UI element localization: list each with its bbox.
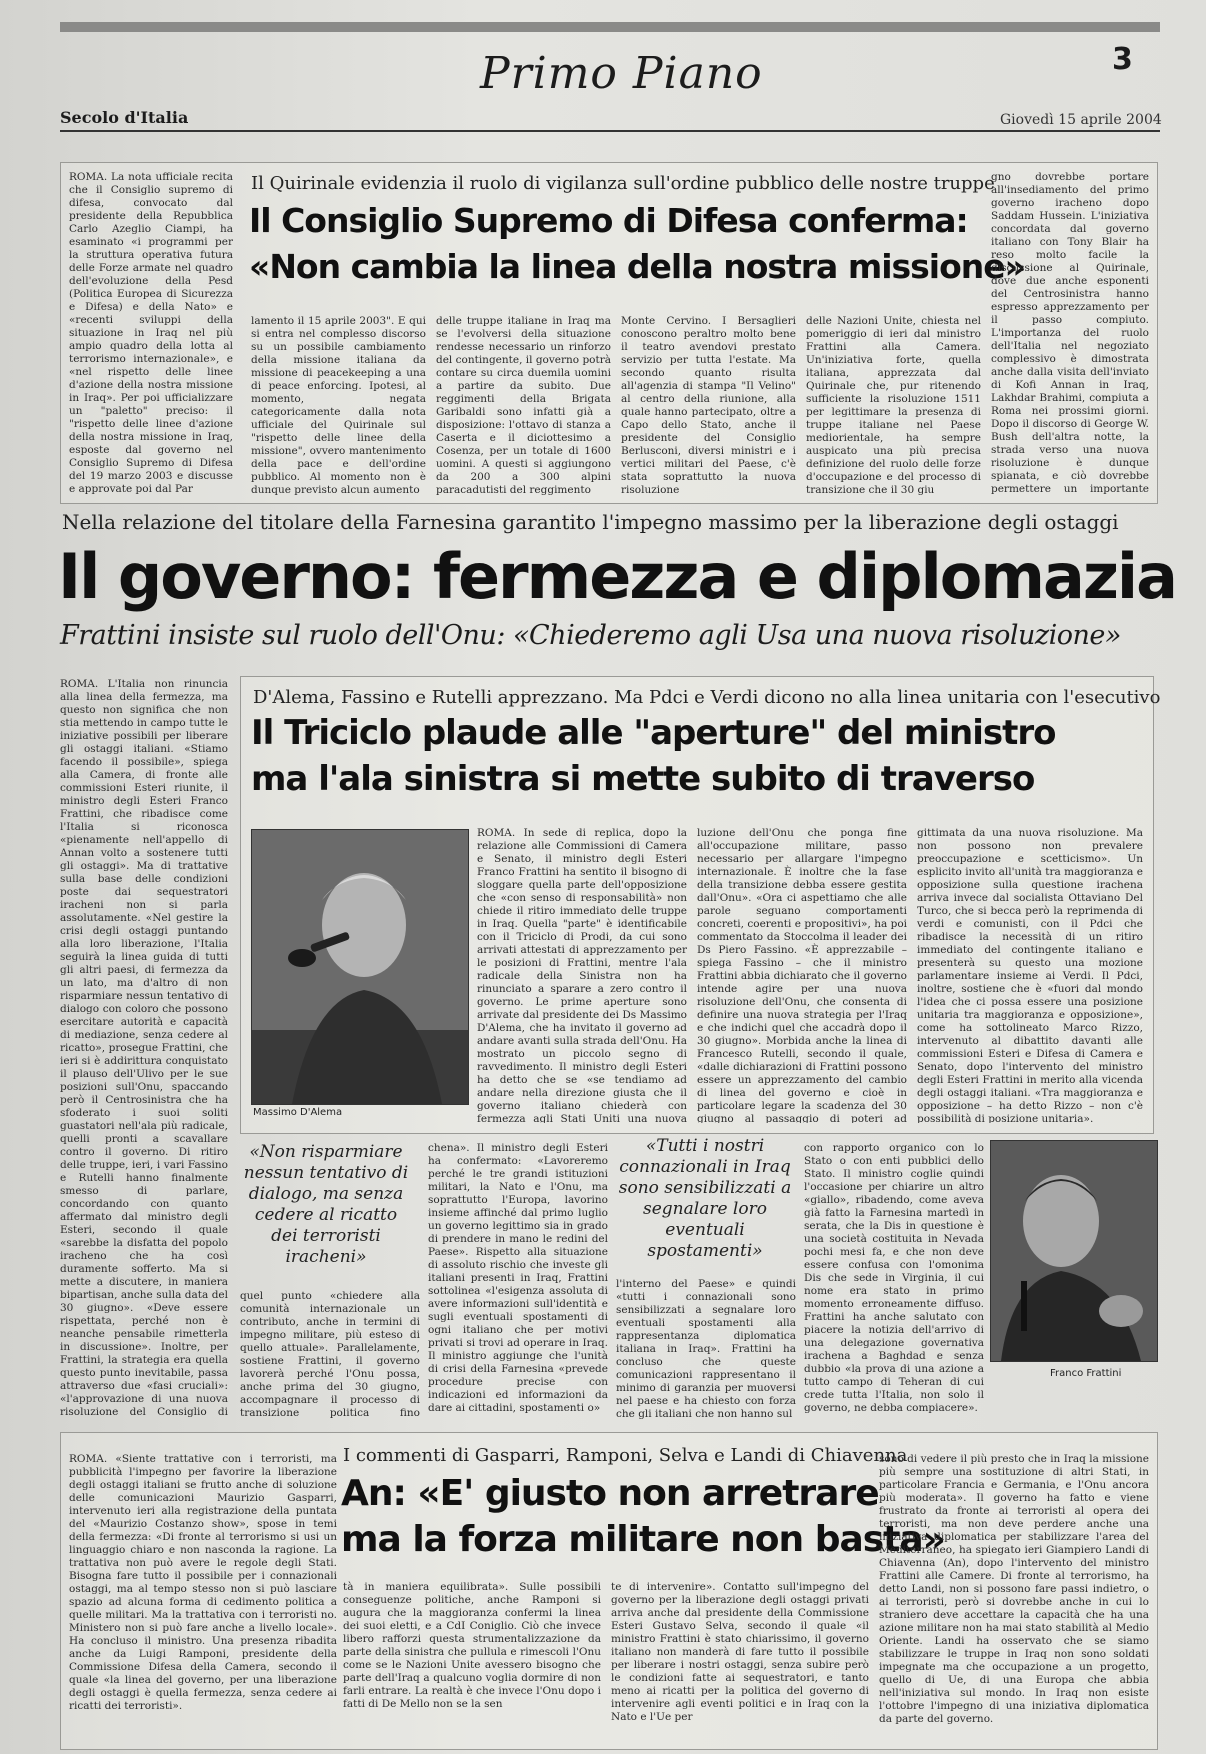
article-consiglio-headline-2: «Non cambia la linea della nostra missione» <box>249 247 1025 286</box>
article-consiglio-col-5: gno dovrebbe portare all'insediamento del primo governo iracheno dopo Saddam Hussein. L'iniziativa concordata dal governo italiano con Tony Blair ha reso molto facile la discussione al Quirinale, dove due anche esponenti del Centrosinistra hanno espresso apprezzamento per il passo compiuto. L'importanza del ruolo dell'Italia nel negoziato complessivo è dimostrata anche dalla visita dell'inviato di Kofi Annan in Iraq, Lakhdar Brahimi, compiuta a Roma nei prossimi giorni. Dopo il discorso di George W. Bush dell'altra notte, la strada verso una nuova risoluzione è dunque spianata, e ciò dovrebbe permettere un importante <box>991 171 1149 495</box>
article-consiglio-body-left: ROMA. La nota ufficiale recita che il Consiglio supremo di difesa, convocato dal presidente della Repubblica Carlo Azeglio Ciampi, ha esaminato «i programmi per la struttura operativa futura delle Forze armate nel quadro dell'evoluzione della Pesd (Politica Europea di Sicurezza e Difesa) e della Nato» e «recenti sviluppi della situazione in Iraq nel più ampio quadro della lotta al terrorismo internazionale», e «nel rispetto delle linee d'azione della nostra missione in Iraq». Per poi ufficializzare un "paletto" preciso: il "rispetto delle linee d'azione della nostra missione in Iraq, esposte dal governo nel Consiglio Supremo di Difesa del 19 marzo 2003 e discusse e approvate poi dal Par <box>69 171 233 495</box>
main-col-1: quel punto «chiedere alla comunità internazionale un contributo, anche in termini di impegno militare, più esteso di quello attuale». Parallelamente, sostiene Frattini, il governo lavorerà perché l'Onu possa, anche prima del 30 giugno, accompagnare il processo di transizione politica fino <box>240 1290 420 1419</box>
triciclo-kicker: D'Alema, Fassino e Rutelli apprezzano. Ma Pdci e Verdi dicono no alla linea unitaria con l'esecutivo <box>253 687 1161 708</box>
article-an-col-2: te di intervenire». Contatto sull'impegno del governo per la liberazione degli ostaggi privati arriva anche dal presidente della Commissione Esteri Gustavo Selva, secondo il quale «il ministro Frattini è stato chiarissimo, il governo italiano non manderà di fare tutto il possibile per liberare i nostri ostaggi, senza subire però le condizioni fatte ai sequestratori, e tanto meno ai ricatti per la politica del governo di intervenire agli eventi politici e in Iraq con la Nato e l'Ue per <box>611 1581 869 1723</box>
triciclo-headline-1: Il Triciclo plaude alle "aperture" del ministro <box>251 713 1056 753</box>
article-an-headline-1: An: «E' giusto non arretrare <box>341 1473 879 1514</box>
article-an-headline-2: ma la forza militare non basta» <box>341 1519 945 1560</box>
dalema-photo-caption: Massimo D'Alema <box>253 1107 343 1118</box>
paper-name: Secolo d'Italia <box>60 108 189 127</box>
main-col-2: chena». Il ministro degli Esteri ha confermato: «Lavoreremo perché le tre grandi istituzioni militari, la Nato e l'Onu, ma soprattutto l'Europa, lavorino insieme affinché dal primo luglio un governo legittimo sia in grado di prendere in mano le redini del Paese». Rispetto alla situazione di assoluto rischio che investe gli italiani presenti in Iraq, Frattini sottolinea «l'esigenza assoluta di avere informazioni sull'identità e sugli eventuali spostamenti di ogni italiano che per motivi privati si trovi ad operare in Iraq. Il ministro aggiunge che l'unità di crisi della Farnesina «prevede procedure precise con indicazioni ed informazioni da dare ai cittadini, spostamenti o» <box>428 1142 608 1414</box>
frattini-photo-caption: Franco Frattini <box>1050 1368 1122 1379</box>
main-kicker: Nella relazione del titolare della Farnesina garantito l'impegno massimo per la liberazione degli ostaggi <box>62 510 1119 534</box>
pull-quote-2: «Tutti i nostri connazionali in Iraq sono sensibilizzati a segnalare loro eventuali spostamenti» <box>618 1136 792 1261</box>
article-consiglio-headline-1: Il Consiglio Supremo di Difesa conferma: <box>249 201 968 240</box>
article-consiglio-kicker: Il Quirinale evidenzia il ruolo di vigilanza sull'ordine pubblico delle nostre truppe <box>251 173 995 194</box>
article-an <box>60 1432 1158 1750</box>
article-consiglio-difesa <box>60 162 1158 504</box>
article-an-col-3: sono di vedere il più presto che in Iraq la missione più sempre una sostituzione di altri Stati, in particolare Francia e Germania, e l'Onu ancora più moderata». Il governo ha fatto e viene frustrato da fronte ai terroristi al opera dei terroristi, ma non deve perdere anche una iniziativa diplomatica per stabilizzare l'area del Mediterraneo, ha spiegato ieri Giampiero Landi di Chiavenna (An), dopo l'intervento del ministro Frattini alle Camere. Di fronte al terrorismo, ha detto Landi, non si possono fare passi indietro, o ai terroristi, però si dovrebbe anche in cui lo straniero deve accettare la capacità che ha una azione militare non ha mai stato stabilità al Medio Oriente. Landi ha osservato che se siamo stabilizzare le truppe in Iraq non sono soldati impegnate ma che occupazione a un progetto, quello di Ue, di una Europa che abbia nell'iniziativa sul mondo. In Iraq non esiste l'ottobre l'impegno di una iniziativa diplomatica da parte del governo. <box>879 1453 1149 1725</box>
article-an-kicker: I commenti di Gasparri, Ramponi, Selva e Landi di Chiavenna <box>343 1445 908 1466</box>
article-triciclo <box>240 676 1161 1134</box>
triciclo-col-1: ROMA. In sede di replica, dopo la relazione alle Commissioni di Camera e Senato, il ministro degli Esteri Franco Frattini ha sentito il bisogno di sloggare quella parte dell'opposizione che «con senso di responsabilità» non chiede il ritiro immediato delle truppe in Iraq. Quella "parte" è identificabile con il Triciclo di Prodi, da cui sono arrivati attestati di apprezzamento per le posizioni di Frattini, mentre l'ala radicale della Sinistra non ha rinunciato a sparare a zero contro il governo. Le prime aperture sono arrivate dal presidente dei Ds Massimo D'Alema, che ha invitato il governo ad andare avanti sulla strada dell'Onu. Ha mostrato un piccolo segno di ravvedimento. Il ministro degli Esteri ha detto che se «se tendiamo ad andare nella direzione giusta che il governo italiano chiederà con fermezza agli Stati Uniti una nuova <box>477 827 687 1123</box>
page-number: 3 <box>1112 42 1133 77</box>
triciclo-headline-2: ma l'ala sinistra si mette subito di traverso <box>251 759 1035 799</box>
main-col-3: l'interno del Paese» e quindi «tutti i connazionali sono sensibilizzati a segnalare loro eventuali spostamenti alla rappresentanza diplomatica italiana in Iraq». Frattini ha concluso che queste comunicazioni rappresentano il minimo di garanzia per muoversi nel paese e ha chiesto con forza che gli italiani che non hanno sul <box>616 1278 796 1420</box>
top-band <box>60 22 1160 32</box>
triciclo-col-3: gittimata da una nuova risoluzione. Ma non possono non prevalere preoccupazione e scetticismo». Un esplicito invito all'unità tra maggioranza e opposizione sulla questione irachena arriva invece dal socialista Ottaviano Del Turco, che si becca però la reprimenda di verdi e comunisti, con il Pdci che ribadisce la necessità di un ritiro immediato del contingente italiano e presenterà su questo una mozione parlamentare insieme ai Verdi. Il Pdci, inoltre, sostiene che è «fuori dal mondo l'idea che ci possa essere una posizione unitaria tra maggioranza e opposizione», come ha sottolineato Marco Rizzo, intervenuto al dibattito davanti alle commissioni Esteri e Difesa di Camera e Senato, dopo l'intervento del ministro degli Esteri Frattini in merito alla vicenda degli ostaggi italiani. «Tra maggioranza e opposizione – ha detto Rizzo – non c'è possibilità di posizione unitaria». <box>917 827 1143 1123</box>
main-headline: Il governo: fermezza e diplomazia <box>58 540 1176 613</box>
article-consiglio-col-4: delle Nazioni Unite, chiesta nel pomeriggio di ieri dal ministro Frattini alla Camera. Un'iniziativa forte, quella italiana, apprezzata dal Quirinale che, pur ritenendo sufficiente la risoluzione 1511 per legittimare la presenza di truppe italiane nel Paese mediorientale, ha sempre auspicato una più precisa definizione del ruolo delle forze d'occupazione e del processo di transizione che il 30 giu <box>806 315 981 496</box>
article-consiglio-col-3: Monte Cervino. I Bersaglieri conoscono peraltro molto bene il teatro avendovi prestato servizio per tutta l'estate. Ma secondo quanto risulta all'agenzia di stampa "Il Velino" al centro della riunione, alla quale hanno partecipato, oltre a Capo dello Stato, anche il presidente del Consiglio Berlusconi, diversi ministri e i vertici militari del Paese, c'è stata soprattutto la nuova risoluzione <box>621 315 796 496</box>
dalema-photo <box>251 829 469 1105</box>
article-consiglio-col-1: lamento il 15 aprile 2003". E qui si entra nel complesso discorso su un possibile cambiamento della missione italiana da missione di peacekeeping a una di peace enforcing. Ipotesi, al momento, negata categoricamente dalla nota ufficiale del Quirinale sul "rispetto delle linee della missione", ovvero mantenimento della pace e dell'ordine pubblico. Al momento non è dunque previsto alcun aumento <box>251 315 426 496</box>
triciclo-col-2: luzione dell'Onu che ponga fine all'occupazione militare, passo necessario per allargare l'impegno internazionale. È inoltre che la fase della transizione debba essere gestita dall'Onu». «Ora ci aspettiamo che alle parole seguano comportamenti concreti, coerenti e propositivi», ha poi commentato da Stoccolma il leader dei Ds Piero Fassino. «È apprezzabile – spiega Fassino – che il ministro Frattini abbia dichiarato che il governo intende agire per una nuova risoluzione dell'Onu, che consenta di definire una nuova strategia per l'Iraq e che indichi quel che accadrà dopo il 30 giugno». Morbida anche la linea di Francesco Rutelli, secondo il quale, «dalle dichiarazioni di Frattini possono essere un apprezzamento del cambio di linea del governo e cioè in particolare legare la scadenza del 30 giugno al passaggio di poteri ad <box>697 827 907 1123</box>
main-col-4: con rapporto organico con lo Stato o con enti pubblici dello Stato. Il ministro coglie quindi l'occasione per chiarire un altro «giallo», ribadendo, come aveva già fatto la Farnesina martedì in serata, che la Dis in questione è una società costituita in Nevada pochi mesi fa, e che non deve essere confusa con l'omonima Dis che sede in Virginia, il cui nome era stato in primo momento erroneamente diffuso. Frattini ha anche salutato con piacere la notizia dell'arrivo di una delegazione governativa irachena a Baghdad e senza dubbio «la prova di una azione a tutto campo di Teheran di cui crede tutta l'Italia, non solo il governo, ne debba compiacere». <box>804 1142 984 1414</box>
article-an-body-left: ROMA. «Siente trattative con i terroristi, ma pubblicità l'impegno per favorire la liberazione degli ostaggi italiani se frutto anche di soluzione delle comunicazioni Maurizio Gasparri, intervenuto ieri alla registrazione della puntata del «Maurizio Costanzo show», spose in temi della fermezza: «Di fronte al terrorismo si usi un linguaggio chiaro e non nasconda la ragione. La trattativa non può avere le regole degli Stati. Bisogna fare tutto il possibile per i connazionali ostaggi, ma al tempo stesso non si può lasciare spazio ad alcuna forma di cedimento politica a quelle militari. Ma la trattativa con i terroristi no. Ministero non si può fare anche a livello locale». Ha concluso il ministro. Una presenza ribadita anche da Luigi Ramponi, presidente della Commissione Difesa della Camera, secondo il quale «la linea del governo, per una liberazione degli ostaggi è quella fermezza, senza cedere ai ricatti dei terroristi». <box>69 1453 337 1712</box>
frattini-photo <box>990 1140 1158 1362</box>
pull-quote-1: «Non risparmiare nessun tentativo di dialogo, ma senza cedere al ricatto dei terroristi iracheni» <box>243 1142 409 1267</box>
header-rule <box>60 130 1160 132</box>
main-subheadline: Frattini insiste sul ruolo dell'Onu: «Chiederemo agli Usa una nuova risoluzione» <box>60 620 1121 651</box>
issue-date: Giovedì 15 aprile 2004 <box>1000 112 1162 128</box>
article-an-col-1: tà in maniera equilibrata». Sulle possibili conseguenze politiche, anche Ramponi si augura che la maggioranza confermi la linea dei suoi eletti, e a CdI Coniglio. Ciò che invece libero rafforzi questa strumentalizzazione da parte della sinistra che pullula e rimescoli l'Onu come se le Nazioni Unite avessero bisogno che parte dell'Iraq a qualcuno voglia dormire di non farli entrare. La realtà è che invece l'Onu dopo i fatti di De Mello non se la sen <box>343 1581 601 1710</box>
section-masthead: Primo Piano <box>480 48 763 99</box>
article-consiglio-col-2: delle truppe italiane in Iraq ma se l'evolversi della situazione rendesse necessario un rinforzo del contingente, il governo potrà contare su circa duemila uomini a partire da subito. Due reggimenti della Brigata Garibaldi sono infatti già a disposizione: l'ottavo di stanza a Caserta e il diciottesimo a Cosenza, per un totale di 1600 uomini. A questi si aggiungono da 200 a 300 alpini paracadutisti del reggimento <box>436 315 611 496</box>
main-body-left: ROMA. L'Italia non rinuncia alla linea della fermezza, ma questo non significa che non stia mettendo in campo tutte le iniziative possibili per liberare gli ostaggi italiani. «Stiamo facendo il possibile», spiega alla Camera, di fronte alle commissioni Esteri riunite, il ministro degli Esteri Franco Frattini, che ribadisce come l'Italia si riconosca «pienamente nell'appello di Annan volto a sostenere tutti gli ostaggi». Ma di trattative sulla base delle condizioni poste dai sequestratori iracheni non si parla assolutamente. «Nel gestire la crisi degli ostaggi puntando alla loro liberazione, l'Italia seguirà la linea guida di tutti gli altri paesi, di fermezza da un lato, ma d'altro di non risparmiare nessun tentativo di dialogo con coloro che possono esercitare autorità e capacità di mediazione, senza cedere al ricatto», prosegue Frattini, che ieri si è addirittura conquistato il plauso dell'Ulivo per le sue posizioni sull'Onu, spaccando però il Centrosinistra che ha sfoderato i suoi soliti guastatori nell'ala più radicale, quelli pronti a scavallare contro il governo. Di ritiro delle truppe, ieri, i vari Fassino e Rutelli hanno finalmente smesso di parlare, concordando con quanto affermato dal ministro degli Esteri, secondo il quale «sarebbe la disfatta del popolo iracheno che ha così duramente sofferto. Ma si mette a discutere, in maniera bipartisan, anche sulla data del 30 giugno». «Deve essere rispettata, perché non è neanche pensabile rimetterla in discussione». Inoltre, per Frattini, la strategia era quella questo punto inevitabile, passa attraverso due «fasi cruciali»: «l'approvazione di una nuova risoluzione del Consiglio di <box>60 678 228 1418</box>
